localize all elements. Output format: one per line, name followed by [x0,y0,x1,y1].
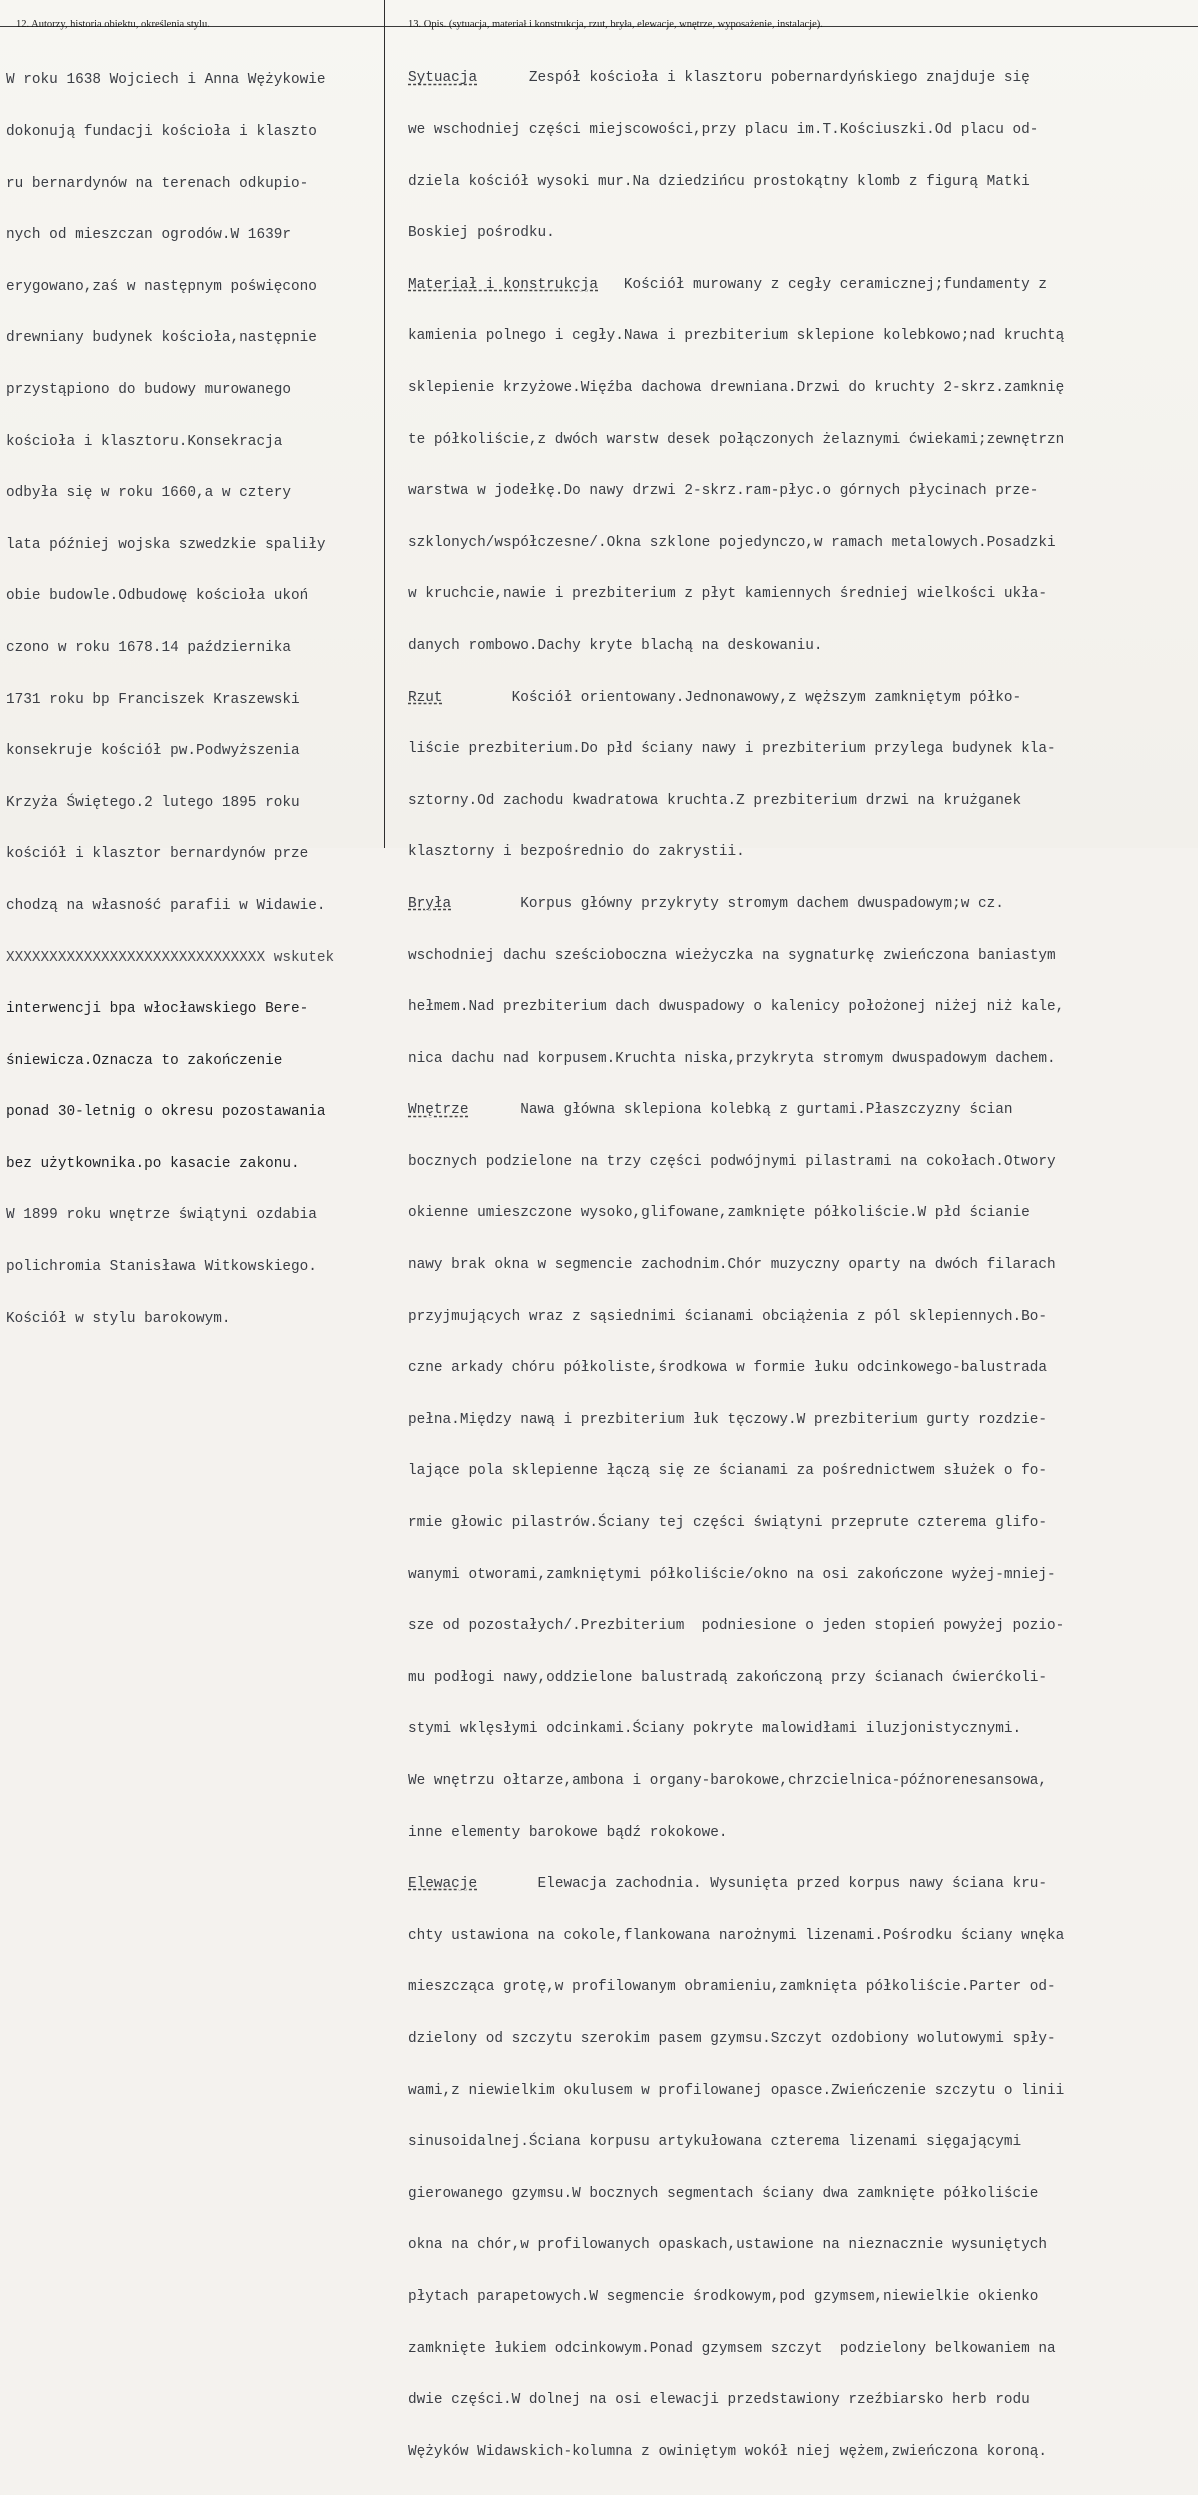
text-line: w kruchcie,nawie i prezbiterium z płyt kamiennych średniej wielkości ukła- [408,586,1048,603]
text-line: Boskiej pośrodku. [408,225,555,242]
text-line: okna na chór,w profilowanych opaskach,ustawione na nieznacznie wysuniętych [408,2237,1048,2254]
text-line: konsekruje kościół pw.Podwyższenia [6,743,300,760]
text-line: erygowano,zaś w następnym poświęcono [6,278,317,295]
text-line: nawy brak okna w segmencie zachodnim.Chór muzyczny oparty na dwóch filarach [408,1257,1056,1274]
text-line: Bryła Korpus główny przykryty stromym dachem dwuspadowym;w cz. [408,895,1004,912]
right-column-text [408,36,1064,2495]
text-line: polichromia Stanisława Witkowskiego. [6,1259,317,1276]
text-line: lata później wojska szwedzkie spaliły [6,536,326,553]
section-heading-word: Materiał i konstrukcja [408,276,598,293]
text-line: liście prezbiterium.Do płd ściany nawy i prezbiterium przylega budynek kla- [408,741,1056,758]
text-line: śniewicza.Oznacza to zakończenie [6,1052,283,1069]
text-line: 1731 roku bp Franciszek Kraszewski [6,691,300,708]
text-line: gierowanego gzymsu.W bocznych segmentach ściany dwa zamknięte półkoliście [408,2185,1039,2202]
section-heading-word: Rzut [408,689,443,706]
text-line: lające pola sklepienne łączą się ze ścianami za pośrednictwem służek o fo- [408,1463,1048,1480]
text-line: dwie części.W dolnej na osi elewacji przedstawiony rzeźbiarsko herb rodu [408,2392,1030,2409]
text-line: pełna.Między nawą i prezbiterium łuk tęczowy.W prezbiterium gurty rozdzie- [408,1411,1048,1428]
text-line: Kościół w stylu barokowym. [6,1310,231,1327]
text-line: dziela kościół wysoki mur.Na dziedzińcu prostokątny klomb z figurą Matki [408,173,1030,190]
text-line: interwencji bpa włocławskiego Bere- [6,1001,309,1018]
text-line: te półkoliście,z dwóch warstw desek połączonych żelaznymi ćwiekami;zewnętrzn [408,431,1065,448]
text-line: drewniany budynek kościoła,następnie [6,330,317,347]
text-line: przyjmujących wraz z sąsiednimi ścianami obciążenia z pól sklepiennych.Bo- [408,1308,1048,1325]
right-section-header: 13. Opis. (sytuacja, materiał i konstrukcja, rzut, bryła, elewacje, wnętrze, wyposażenie, instalacje). [408,19,823,30]
text-line: obie budowle.Odbudowę kościoła ukoń [6,588,309,605]
text-line: dzielony od szczytu szerokim pasem gzymsu.Szczyt ozdobiony wolutowymi spły- [408,2030,1056,2047]
text-line: danych rombowo.Dachy kryte blachą na deskowaniu. [408,637,823,654]
text-line: inne elementy barokowe bądź rokokowe. [408,1824,728,1841]
left-section-header: 12. Autorzy, historia obiektu, określenia stylu. [16,19,210,30]
text-line: Wnętrze Nawa główna sklepiona kolebką z gurtami.Płaszczyzny ścian [408,1102,1013,1119]
text-line: kościół i klasztor bernardynów prze [6,846,309,863]
text-line: rmie głowic pilastrów.Ściany tej części świątyni przeprute czterema glifo- [408,1515,1048,1532]
section-heading-word: Elewacje [408,1876,478,1893]
struck-out-line: XXXXXXXXXXXXXXXXXXXXXXXXXXXXXX wskutek [6,949,335,966]
text-line: We wnętrzu ołtarze,ambona i organy-barokowe,chrzcielnica-późnorenesansowa, [408,1773,1048,1789]
text-line: zamknięte łukiem odcinkowym.Ponad gzymsem szczyt podzielony belkowaniem na [408,2340,1056,2357]
text-line: Materiał i konstrukcja Kościół murowany z cegły ceramicznej;fundamenty z [408,276,1048,293]
text-line: chty ustawiona na cokole,flankowana narożnymi lizenami.Pośrodku ściany wnęka [408,1927,1065,1944]
text-line: wschodniej dachu sześcioboczna wieżyczka na sygnaturkę zwieńczona baniastym [408,947,1056,964]
text-line: wami,z niewielkim okulusem w profilowanej opasce.Zwieńczenie szczytu o linii [408,2082,1065,2099]
text-line: nych od mieszczan ogrodów.W 1639r [6,227,291,244]
text-line: kamienia polnego i cegły.Nawa i prezbiterium sklepione kolebkowo;nad kruchtą [408,328,1065,345]
text-line: odbyła się w roku 1660,a w cztery [6,485,291,502]
text-line: sztorny.Od zachodu kwadratowa kruchta.Z prezbiterium drzwi na krużganek [408,792,1022,809]
left-column-text [6,38,334,1362]
section-heading-word: Sytuacja [408,70,478,87]
text-line: sze od pozostałych/.Prezbiterium podniesione o jeden stopień powyżej pozio- [408,1618,1065,1635]
text-line: we wschodniej części miejscowości,przy placu im.T.Kościuszki.Od placu od- [408,122,1039,138]
text-line: chodzą na własność parafii w Widawie. [6,897,326,914]
text-line: kościoła i klasztoru.Konsekracja [6,433,283,450]
text-line: sklepienie krzyżowe.Więźba dachowa drewniana.Drzwi do kruchty 2-skrz.zamknię [408,379,1065,396]
text-line: czono w roku 1678.14 października [6,639,291,656]
text-line: okienne umieszczone wysoko,glifowane,zamknięte półkoliście.W płd ścianie [408,1205,1030,1222]
text-line: warstwa w jodełkę.Do nawy drzwi 2-skrz.ram-płyc.o górnych płycinach prze- [408,483,1039,500]
text-line: przystąpiono do budowy murowanego [6,381,291,398]
text-line: Krzyża Świętego.2 lutego 1895 roku [6,794,300,811]
text-line: sinusoidalnej.Ściana korpusu artykułowana czterema lizenami sięgającymi [408,2134,1022,2151]
text-line: klasztorny i bezpośrednio do zakrystii. [408,844,745,861]
text-line: W roku 1638 Wojciech i Anna Wężykowie [6,72,326,89]
text-line: ru bernardynów na terenach odkupio- [6,175,309,192]
text-line: mu podłogi nawy,oddzielone balustradą zakończoną przy ścianach ćwierćkoli- [408,1669,1048,1686]
text-line: bocznych podzielone na trzy części podwójnymi pilastrami na cokołach.Otwory [408,1153,1056,1170]
text-line: ponad 30-letnig o okresu pozostawania [6,1104,326,1121]
column-divider [384,0,385,848]
text-line: bez użytkownika.po kasacie zakonu. [6,1155,300,1172]
text-line: dokonują fundacji kościoła i klaszto [6,124,317,140]
text-line: W 1899 roku wnętrze świątyni ozdabia [6,1207,317,1224]
text-line: czne arkady chóru półkoliste,środkowa w formie łuku odcinkowego-balustrada [408,1360,1048,1377]
text-line: Rzut Kościół orientowany.Jednonawowy,z węższym zamkniętym półko- [408,689,1022,706]
text-line: stymi wklęsłymi odcinkami.Ściany pokryte malowidłami iluzjonistycznymi. [408,1721,1022,1738]
text-line: nica dachu nad korpusem.Kruchta niska,przykryta stromym dwuspadowym dachem. [408,1050,1056,1067]
text-line: płytach parapetowych.W segmencie środkowym,pod gzymsem,niewielkie okienko [408,2288,1039,2305]
text-line: szklonych/współczesne/.Okna szklone pojedynczo,w ramach metalowych.Posadzki [408,534,1056,551]
text-line: Sytuacja Zespół kościoła i klasztoru pobernardyńskiego znajduje się [408,70,1030,87]
text-line: wanymi otworami,zamkniętymi półkoliście/okno na osi zakończone wyżej-mniej- [408,1566,1056,1583]
text-line: Wężyków Widawskich-kolumna z owiniętym wokół niej wężem,zwieńczona koroną. [408,2443,1048,2460]
text-line: mieszcząca grotę,w profilowanym obramieniu,zamknięta półkoliście.Parter od- [408,1979,1056,1996]
text-line: Elewacje Elewacja zachodnia. Wysunięta przed korpus nawy ściana kru- [408,1876,1048,1893]
section-heading-word: Bryła [408,895,452,912]
text-line: hełmem.Nad prezbiterium dach dwuspadowy o kalenicy położonej niżej niż kale, [408,999,1065,1016]
section-heading-word: Wnętrze [408,1102,469,1119]
